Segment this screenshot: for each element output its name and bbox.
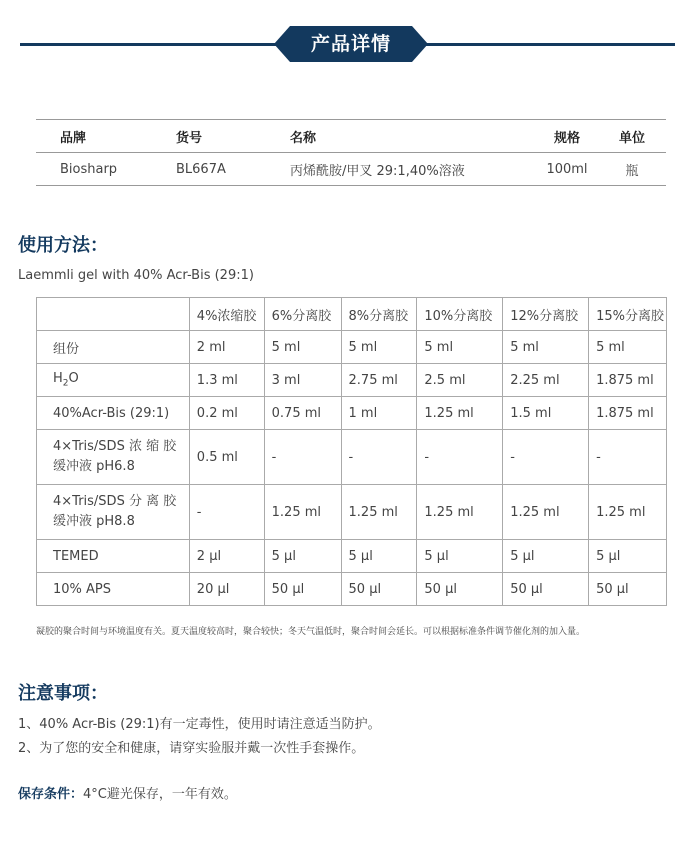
cell-spec: 100ml	[524, 153, 610, 186]
table-cell: 1.875 ml	[589, 364, 667, 397]
cell-catalog: BL667A	[176, 153, 290, 186]
label-line: 缓冲液 pH6.8	[53, 459, 135, 474]
col-header: 10%分离胶	[417, 298, 503, 331]
table-row	[37, 364, 667, 397]
storage-conditions	[18, 783, 237, 802]
table-cell: 5 ml	[417, 331, 503, 364]
col-header: 15%分离胶	[589, 298, 667, 331]
storage-label: 保存条件：	[18, 787, 84, 802]
label-line: 4×Tris/SDS 分 离 胶	[53, 494, 177, 509]
table-cell: 1.875 ml	[589, 397, 667, 430]
table-cell: 2 ml	[189, 331, 264, 364]
col-header: 12%分离胶	[503, 298, 589, 331]
row-label	[37, 364, 190, 397]
table-cell: 5 µl	[589, 540, 667, 573]
usage-heading: 使用方法：	[18, 235, 108, 256]
table-cell: -	[264, 430, 341, 485]
row-label: 40%Acr-Bis (29:1)	[37, 397, 190, 430]
precautions-heading: 注意事项：	[18, 683, 108, 704]
table-cell: 1.5 ml	[503, 397, 589, 430]
product-table-header	[36, 120, 666, 153]
table-cell: 5 ml	[589, 331, 667, 364]
recipe-table	[36, 297, 667, 606]
table-cell: 50 µl	[417, 573, 503, 606]
usage-subtitle: Laemmli gel with 40% Acr-Bis (29:1)	[18, 268, 254, 283]
table-cell: -	[189, 485, 264, 540]
row-label: 组份	[37, 331, 190, 364]
page-title: 产品详情	[310, 33, 391, 55]
table-cell: 2 µl	[189, 540, 264, 573]
table-cell: 1.25 ml	[417, 485, 503, 540]
table-cell: 2.75 ml	[341, 364, 417, 397]
table-cell: 5 µl	[417, 540, 503, 573]
table-cell: 1.25 ml	[589, 485, 667, 540]
table-cell: 5 µl	[264, 540, 341, 573]
table-cell: 0.75 ml	[264, 397, 341, 430]
table-cell: 3 ml	[264, 364, 341, 397]
header-name: 名称	[290, 120, 524, 153]
table-cell: -	[589, 430, 667, 485]
header-spec: 规格	[524, 120, 610, 153]
label-main: H	[53, 371, 63, 387]
table-row	[37, 397, 667, 430]
header-unit: 单位	[610, 120, 666, 153]
table-row	[37, 430, 667, 485]
cell-unit: 瓶	[610, 153, 666, 186]
row-label	[37, 430, 190, 485]
table-cell: -	[341, 430, 417, 485]
table-cell: 20 µl	[189, 573, 264, 606]
table-row	[37, 573, 667, 606]
precaution-item: 1、40% Acr-Bis (29:1)有一定毒性，使用时请注意适当防护。	[18, 717, 381, 732]
label-line: 缓冲液 pH8.8	[53, 514, 135, 529]
header-catalog: 货号	[176, 120, 290, 153]
table-cell: 1.25 ml	[264, 485, 341, 540]
row-label: TEMED	[37, 540, 190, 573]
storage-text: 4°C避光保存，一年有效。	[83, 787, 237, 802]
precaution-item: 2、为了您的安全和健康，请穿实验服并戴一次性手套操作。	[18, 741, 365, 756]
table-cell: 2.25 ml	[503, 364, 589, 397]
table-cell: 1.25 ml	[341, 485, 417, 540]
col-header: 8%分离胶	[341, 298, 417, 331]
table-cell: 5 ml	[503, 331, 589, 364]
table-cell: 0.2 ml	[189, 397, 264, 430]
recipe-header-row	[37, 298, 667, 331]
table-cell: 1.25 ml	[417, 397, 503, 430]
table-cell: 1 ml	[341, 397, 417, 430]
row-label	[37, 485, 190, 540]
table-row	[37, 485, 667, 540]
table-cell: -	[503, 430, 589, 485]
label-subscript: 2	[62, 378, 69, 389]
product-table	[36, 119, 666, 186]
table-cell: 50 µl	[341, 573, 417, 606]
header-brand: 品牌	[36, 120, 176, 153]
table-cell: 50 µl	[589, 573, 667, 606]
product-row	[36, 153, 666, 186]
table-cell: 5 ml	[264, 331, 341, 364]
col-header: 6%分离胶	[264, 298, 341, 331]
table-cell: 5 µl	[341, 540, 417, 573]
table-cell: 0.5 ml	[189, 430, 264, 485]
table-row	[37, 331, 667, 364]
table-cell: 50 µl	[264, 573, 341, 606]
table-cell: 50 µl	[503, 573, 589, 606]
table-cell: 1.3 ml	[189, 364, 264, 397]
label-tail: O	[68, 371, 79, 387]
table-row	[37, 540, 667, 573]
label-line: 4×Tris/SDS 浓 缩 胶	[53, 439, 177, 454]
table-cell: -	[417, 430, 503, 485]
col-header: 4%浓缩胶	[189, 298, 264, 331]
table-cell: 2.5 ml	[417, 364, 503, 397]
table-cell: 1.25 ml	[503, 485, 589, 540]
cell-brand: Biosharp	[36, 153, 176, 186]
table-cell: 5 µl	[503, 540, 589, 573]
polymerization-note: 凝胶的聚合时间与环境温度有关。夏天温度较高时，聚合较快；冬天气温低时，聚合时间会延长。可以根据标准条件调节催化剂的加入量。	[36, 627, 586, 637]
recipe-header-blank	[37, 298, 190, 331]
cell-name: 丙烯酰胺/甲叉 29:1,40%溶液	[290, 153, 524, 186]
row-label: 10% APS	[37, 573, 190, 606]
table-cell: 5 ml	[341, 331, 417, 364]
